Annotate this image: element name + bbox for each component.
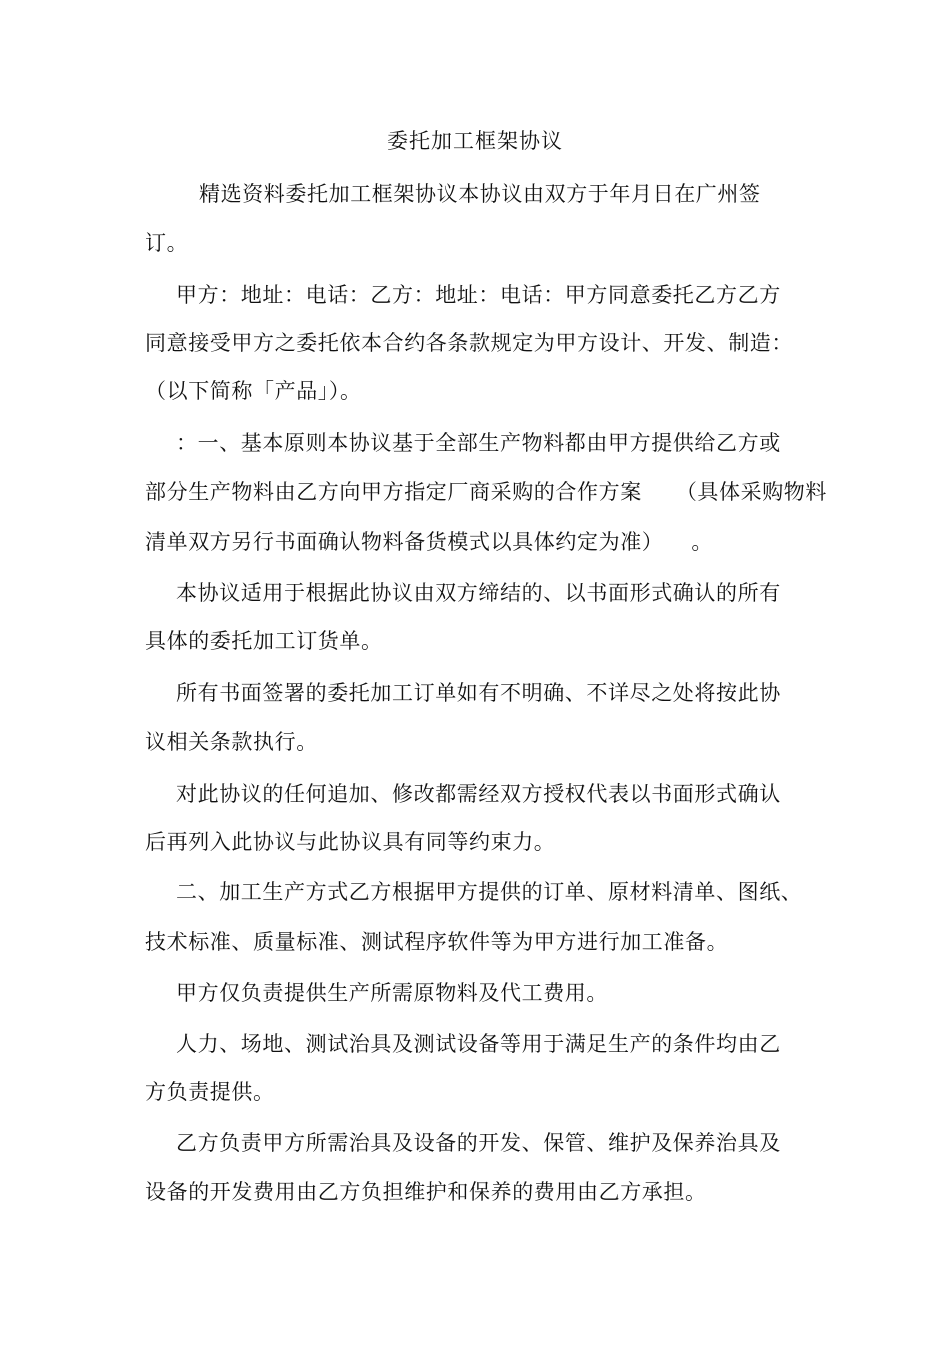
paragraph-8-line-1: 甲方仅负责提供生产所需原物料及代工费用。 [176, 981, 608, 1005]
paragraph-3-line-3-main: 清单双方另行书面确认物料备货模式以具体约定为准） [145, 530, 664, 554]
paragraph-2-line-1: 甲方：地址：电话：乙方：地址：电话：甲方同意委托乙方乙方 [176, 283, 781, 307]
paragraph-1-line-1: 精选资料委托加工框架协议本协议由双方于年月日在广州签 [199, 182, 761, 206]
paragraph-7-line-2: 技术标准、质量标准、测试程序软件等为甲方进行加工准备。 [145, 930, 729, 954]
paragraph-3-line-2-paren: （具体采购物料 [675, 480, 828, 504]
paragraph-9-line-2: 方负责提供。 [145, 1080, 275, 1104]
paragraph-2-line-2: 同意接受甲方之委托依本合约各条款规定为甲方设计、开发、制造： [145, 331, 793, 355]
paragraph-6-line-1: 对此协议的任何追加、修改都需经双方授权代表以书面形式确认 [176, 782, 781, 806]
paragraph-3-line-3 [145, 527, 713, 557]
paragraph-3-line-2 [145, 477, 827, 507]
paragraph-7-line-1: 二、加工生产方式乙方根据甲方提供的订单、原材料清单、图纸、 [176, 880, 803, 904]
paragraph-10-line-2: 设备的开发费用由乙方负担维护和保养的费用由乙方承担。 [145, 1180, 707, 1204]
paragraph-4-line-2: 具体的委托加工订货单。 [145, 629, 383, 653]
paragraph-9-line-1: 人力、场地、测试治具及测试设备等用于满足生产的条件均由乙 [176, 1032, 781, 1056]
paragraph-10-line-1: 乙方负责甲方所需治具及设备的开发、保管、维护及保养治具及 [176, 1131, 781, 1155]
paragraph-5-line-1: 所有书面签署的委托加工订单如有不明确、不详尽之处将按此协 [176, 681, 781, 705]
paragraph-3-line-1: ：一、基本原则本协议基于全部生产物料都由甲方提供给乙方或 [176, 431, 781, 455]
paragraph-5-line-2: 议相关条款执行。 [145, 730, 318, 754]
paragraph-3-line-3-end: 。 [691, 530, 714, 554]
document-title: 委托加工框架协议 [387, 129, 563, 153]
paragraph-3-line-2-main: 部分生产物料由乙方向甲方指定厂商采购的合作方案 [145, 480, 642, 504]
paragraph-2-line-3: （以下简称「产品」）。 [145, 379, 362, 403]
paragraph-4-line-1: 本协议适用于根据此协议由双方缔结的、以书面形式确认的所有 [176, 581, 781, 605]
paragraph-1-line-2: 订。 [145, 231, 189, 255]
paragraph-6-line-2: 后再列入此协议与此协议具有同等约束力。 [145, 830, 556, 854]
